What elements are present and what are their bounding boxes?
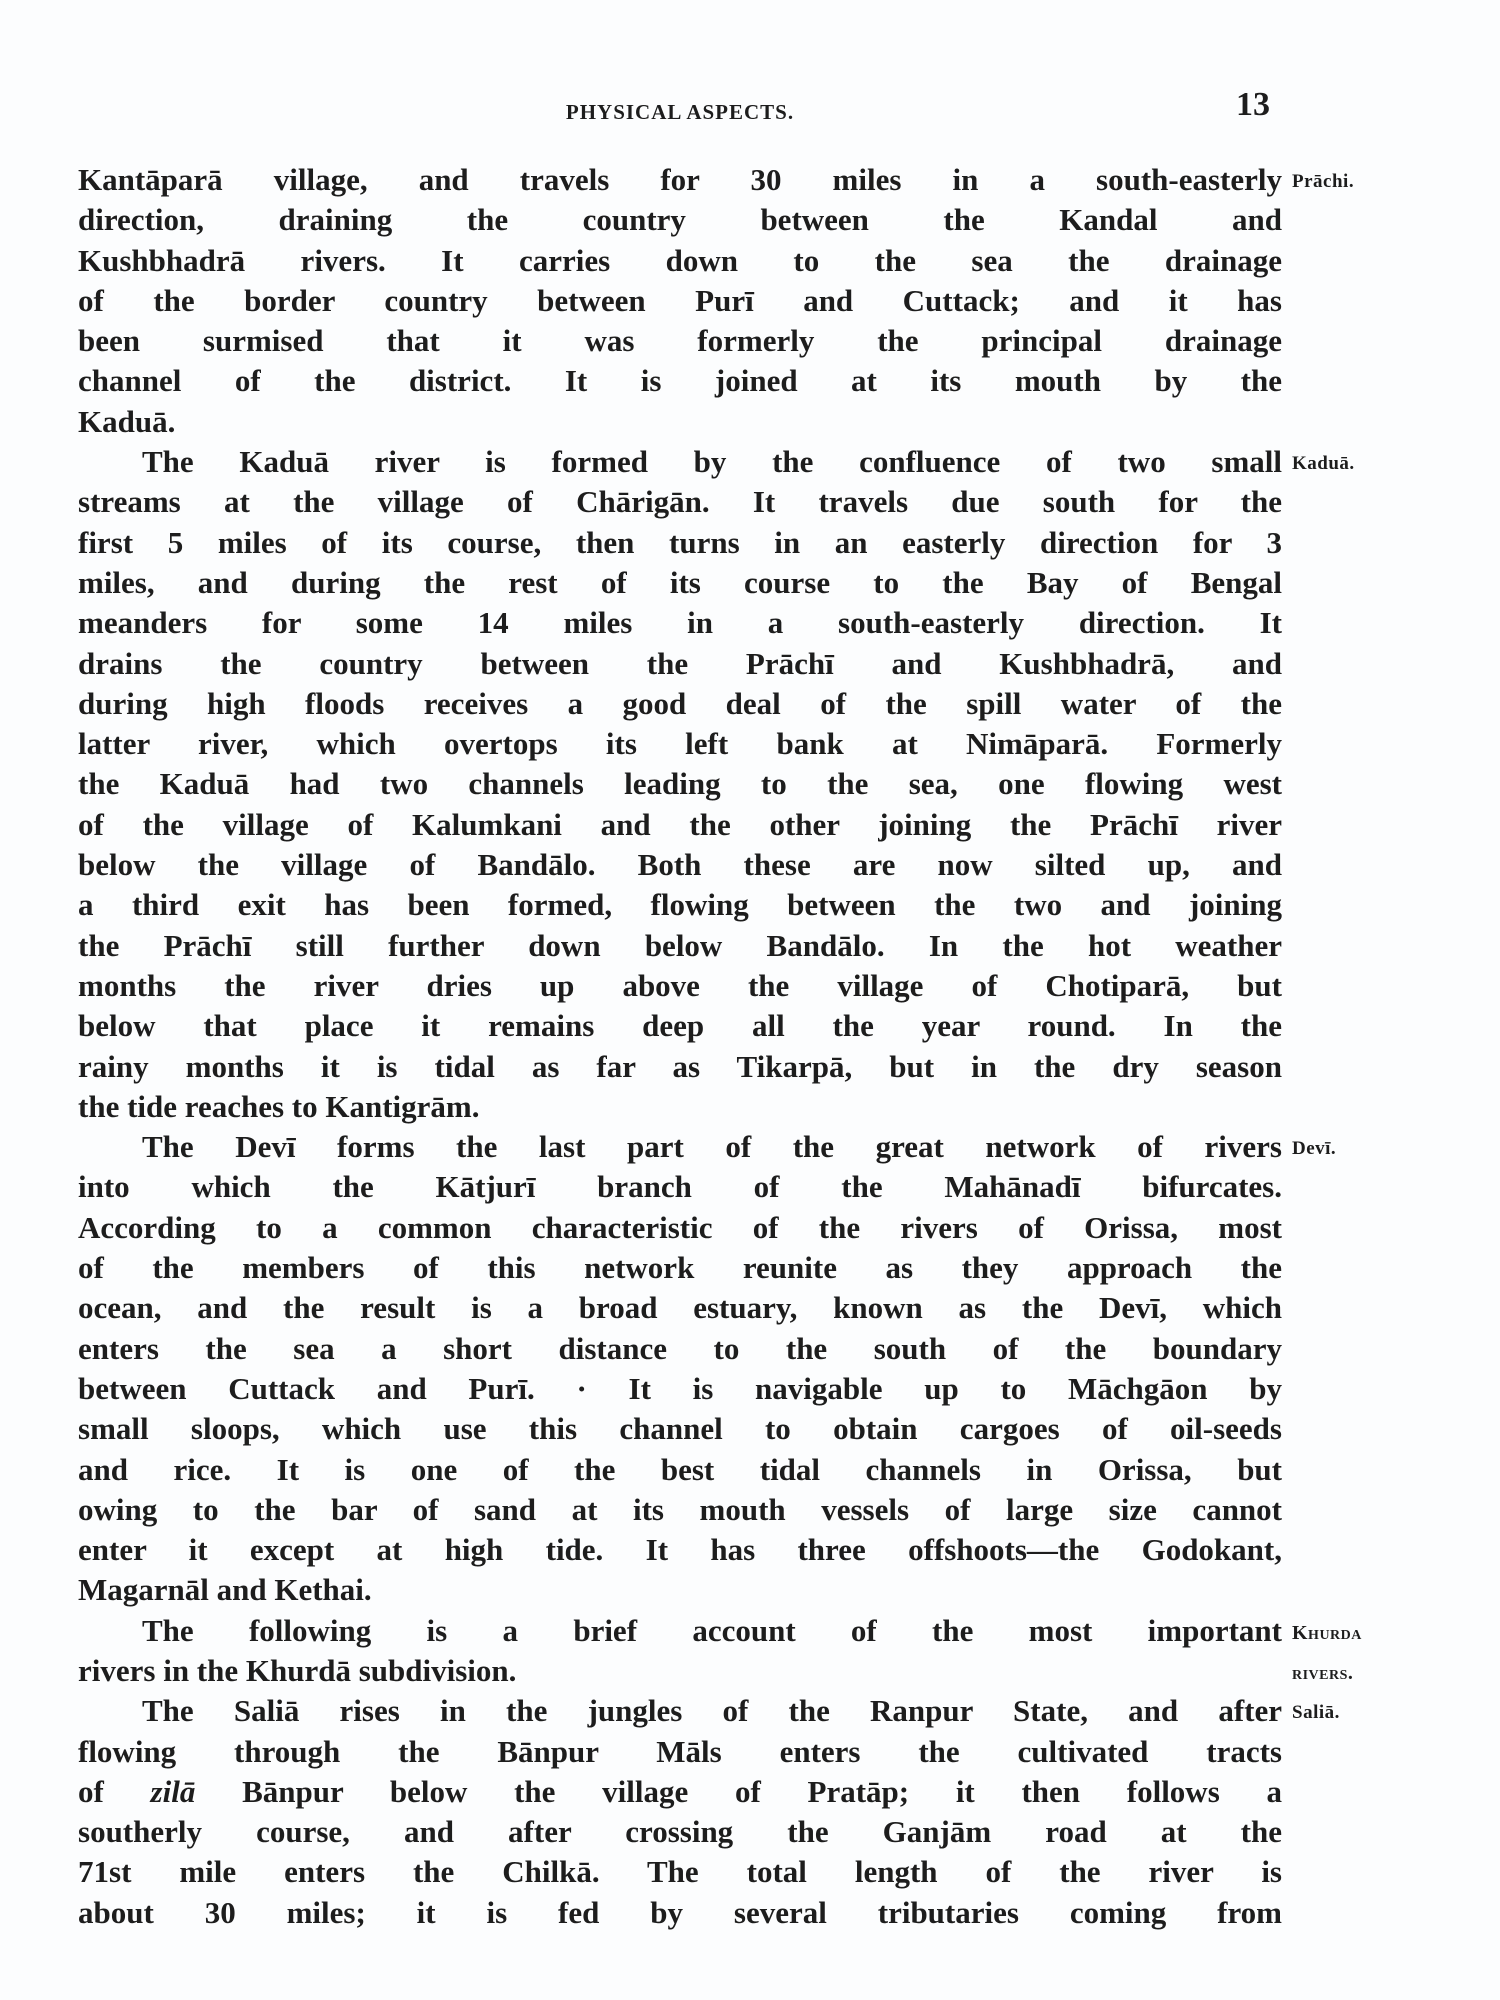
text-line <box>78 1812 1282 1852</box>
line-text: direction, draining the country between the Kandal and <box>78 202 1282 238</box>
text-line <box>78 885 1282 925</box>
margin-note: Kaduā. <box>1292 453 1355 475</box>
body-text <box>78 160 1362 1933</box>
text-line <box>78 1611 1362 1651</box>
line-text: small sloops, which use this channel to obtain cargoes of oil-seeds <box>78 1411 1282 1447</box>
text-line <box>78 1893 1282 1933</box>
margin-note: Khurda <box>1292 1621 1362 1644</box>
italic-word: zilā <box>150 1773 196 1809</box>
line-text: Kaduā. <box>78 403 176 439</box>
text-line <box>78 1167 1282 1207</box>
line-text: The Kaduā river is formed by the confluence of two small <box>142 444 1282 480</box>
line-text: owing to the bar of sand at its mouth vessels of large size cannot <box>78 1491 1282 1527</box>
text-line <box>78 1047 1282 1087</box>
text-line <box>78 563 1282 603</box>
text-line <box>78 724 1282 764</box>
text-line <box>78 402 1282 442</box>
line-text: Bānpur below the village of Pratāp; it then follows a <box>195 1773 1282 1809</box>
line-text: meanders for some 14 miles in a south-easterly direction. It <box>78 605 1282 641</box>
line-text: rivers in the Khurdā subdivision. <box>78 1652 517 1688</box>
line-text: about 30 miles; it is fed by several tributaries coming from <box>78 1894 1282 1930</box>
text-line <box>78 764 1282 804</box>
line-text: and rice. It is one of the best tidal channels in Orissa, but <box>78 1451 1282 1487</box>
line-text: drains the country between the Prāchī and Kushbhadrā, and <box>78 645 1282 681</box>
text-line <box>78 1248 1282 1288</box>
line-text: a third exit has been formed, flowing between the two and joining <box>78 887 1282 923</box>
text-line <box>78 1651 1354 1691</box>
line-text: According to a common characteristic of the rivers of Orissa, most <box>78 1209 1282 1245</box>
line-text: during high floods receives a good deal of the spill water of the <box>78 685 1282 721</box>
line-text: enter it except at high tide. It has three offshoots—the Godokant, <box>78 1532 1282 1568</box>
text-line <box>78 1329 1282 1369</box>
text-line <box>78 1288 1282 1328</box>
line-text: the Prāchī still further down below Bandālo. In the hot weather <box>78 927 1282 963</box>
line-text: Kantāparā village, and travels for 30 miles in a south-easterly <box>78 162 1282 197</box>
line-text: into which the Kātjurī branch of the Mahānadī bifurcates. <box>78 1169 1282 1205</box>
line-text: The Saliā rises in the jungles of the Ranpur State, and after <box>142 1693 1282 1729</box>
text-line <box>78 281 1282 321</box>
line-text: latter river, which overtops its left bank at Nimāparā. Formerly <box>78 726 1282 762</box>
line-text: The following is a brief account of the most important <box>142 1612 1282 1648</box>
line-text: 71st mile enters the Chilkā. The total length of the river is <box>78 1854 1282 1890</box>
line-text: below that place it remains deep all the year round. In the <box>78 1008 1282 1044</box>
text-line <box>78 321 1282 361</box>
text-line <box>78 805 1282 845</box>
text-line <box>78 644 1282 684</box>
text-line <box>78 1369 1282 1409</box>
line-text: The Devī forms the last part of the great network of rivers <box>142 1129 1282 1165</box>
line-text: rainy months it is tidal as far as Tikarpā, but in the dry season <box>78 1048 1282 1084</box>
text-line <box>78 200 1282 240</box>
text-line <box>78 1127 1337 1167</box>
text-line <box>78 926 1282 966</box>
text-line <box>78 1409 1282 1449</box>
text-line <box>78 603 1282 643</box>
text-line <box>78 1450 1282 1490</box>
line-text: streams at the village of Chārigān. It travels due south for the <box>78 484 1282 520</box>
text-line <box>78 1852 1282 1892</box>
text-line <box>78 1530 1282 1570</box>
line-text: miles, and during the rest of its course to the Bay of Bengal <box>78 564 1282 600</box>
text-line <box>78 1772 1282 1812</box>
margin-note: Prāchi. <box>1292 171 1355 192</box>
line-text: between Cuttack and Purī. · It is navigable up to Māchgāon by <box>78 1370 1282 1406</box>
text-line <box>78 1570 1282 1610</box>
page-number: 13 <box>1236 86 1270 123</box>
line-text: Magarnāl and Kethai. <box>78 1572 372 1608</box>
text-line <box>78 1006 1282 1046</box>
running-head-title: PHYSICAL ASPECTS. <box>565 100 795 124</box>
line-text: of <box>78 1773 151 1809</box>
line-text: channel of the district. It is joined at its mouth by the <box>78 363 1282 399</box>
margin-note: rivers. <box>1292 1661 1354 1684</box>
text-line <box>78 1732 1282 1772</box>
text-line <box>78 684 1282 724</box>
text-line <box>78 966 1282 1006</box>
line-text: months the river dries up above the village of Chotiparā, but <box>78 967 1282 1003</box>
text-line <box>78 523 1282 563</box>
line-text: of the village of Kalumkani and the other joining the Prāchī river <box>78 806 1282 842</box>
line-text: of the members of this network reunite as they approach the <box>78 1250 1282 1286</box>
text-line <box>78 482 1282 522</box>
text-line <box>78 361 1282 401</box>
line-text: enters the sea a short distance to the south of the boundary <box>78 1330 1282 1366</box>
text-line <box>78 1087 1282 1127</box>
text-line <box>78 241 1282 281</box>
line-text: ocean, and the result is a broad estuary, known as the Devī, which <box>78 1290 1282 1326</box>
text-line <box>78 845 1282 885</box>
text-line <box>78 1691 1340 1731</box>
line-text: southerly course, and after crossing the Ganjām road at the <box>78 1814 1282 1850</box>
line-text: first 5 miles of its course, then turns in an easterly direction for 3 <box>78 524 1282 560</box>
margin-note: Devī. <box>1292 1138 1337 1160</box>
line-text: the Kaduā had two channels leading to the sea, one flowing west <box>78 766 1282 802</box>
line-text: flowing through the Bānpur Māls enters the cultivated tracts <box>78 1733 1282 1769</box>
margin-note: Saliā. <box>1292 1702 1340 1724</box>
text-line <box>78 442 1355 482</box>
line-text: Kushbhadrā rivers. It carries down to the sea the drainage <box>78 242 1282 278</box>
line-text: the tide reaches to Kantigrām. <box>78 1088 480 1124</box>
text-line <box>78 1490 1282 1530</box>
line-text: below the village of Bandālo. Both these are now silted up, and <box>78 847 1282 883</box>
text-line <box>78 160 1355 200</box>
text-line <box>78 1208 1282 1248</box>
line-text: been surmised that it was formerly the principal drainage <box>78 323 1282 359</box>
line-text: of the border country between Purī and Cuttack; and it has <box>78 282 1282 318</box>
